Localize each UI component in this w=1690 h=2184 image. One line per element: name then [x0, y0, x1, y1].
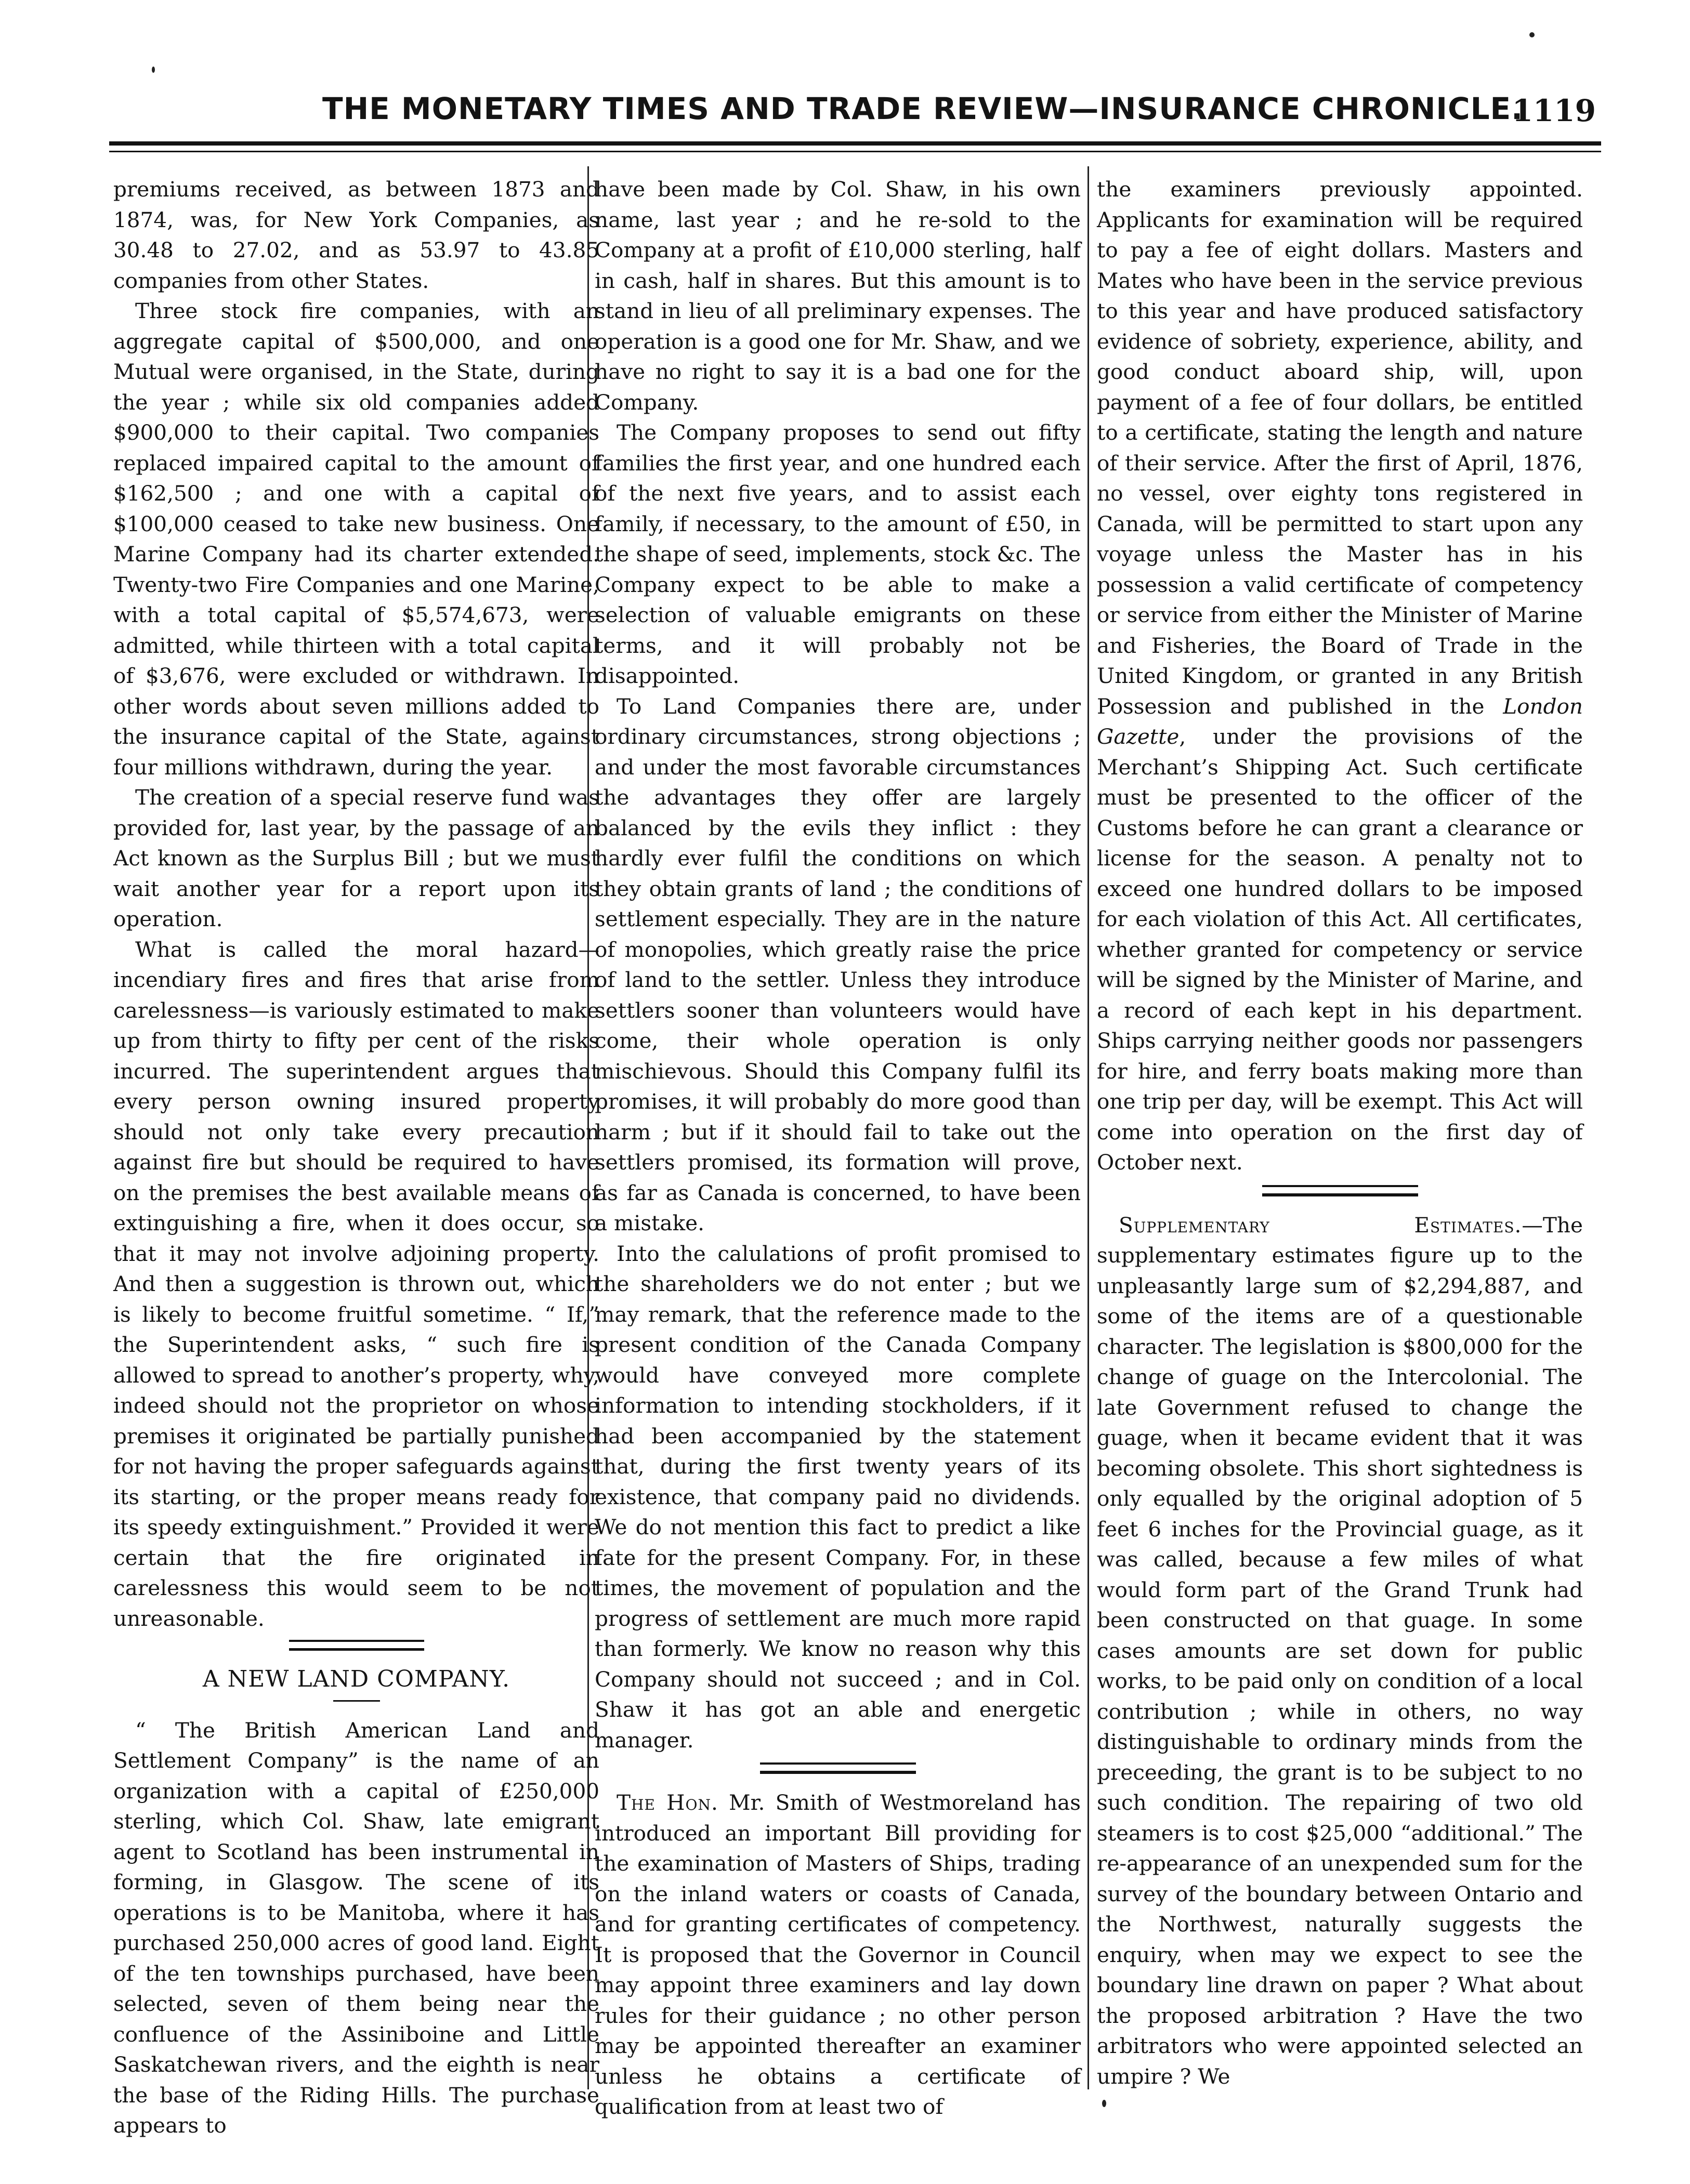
page-number: 1119: [1512, 93, 1596, 128]
print-speck: [152, 67, 155, 73]
column-1: [113, 174, 599, 2138]
column-2: [595, 174, 1081, 2119]
paragraph: The creation of a special reserve fund was provided for, last year, by the passage of an Act known as the Surplus Bill ; but we must wait another year for a report upon its operation.: [113, 785, 599, 931]
paragraph-text: , under the provisions of the Merchant’s Shipping Act. Such certificate must be presented to the officer of the Customs before he can grant a clearance or license for the season. A penalty not to exceed one hundred dollars to be imposed for each violation of this Act. All certificates, whether granted for competency or service will be signed by the Minister of Marine, and a record of each kept in his department. Ships carrying neither goods nor passengers for hire, and ferry boats making more than one trip per day, will be exempt. This Act will come into operation on the first day of October next.: [1097, 724, 1583, 1175]
italic-title: London Gazette: [1097, 693, 1583, 749]
paragraph: “ The British American Land and Settlement Company” is the name of an organization with a capital of £250,000 sterling, which Col. Shaw, late emigrant agent to Scotland has been instrumental in forming, in Glasgow. The scene of its operations is to be Manitoba, where it has purchased 250,000 acres of good land. Eight of the ten townships purchased, have been selected, seven of them being near the confluence of the Assiniboine and Little Saskatchewan rivers, and the eighth is near the base of the Riding Hills. The purchase appears to: [113, 1717, 599, 2138]
section-separator: [289, 1640, 424, 1651]
paragraph: have been made by Col. Shaw, in his own name, last year ; and he re-sold to the Company at a profit of £10,000 sterling, half in cash, half in shares. But this amount is to stand in lieu of all preliminary expenses. The operation is a good one for Mr. Shaw, and we have no right to say it is a bad one for the Company.: [595, 177, 1081, 415]
paragraph-text: —The supplementary estimates figure up to the unpleasantly large sum of $2,294,887, and some of the items are of a questionable character. The legislation is $800,000 for the change of guage on the Intercolonial. The late Government refused to change the guage, when it became evident that it was becoming obsolete. This short sightedness is only equalled by the original adoption of 5 feet 6 inches for the Provincial guage, as it was called, because a few miles of what would form part of the Grand Trunk had been constructed on that guage. In some cases amounts are set down for public works, to be paid only on condition of a local contribution ; while in others, no way distinguishable to ordinary minds from the preceeding, the grant is to be subject to no such condition. The repairing of two old steamers is to cost $25,000 “additional.” The re-appearance of an unexpended sum for the survey of the boundary between Ontario and the Northwest, naturally suggests the enquiry, when may we expect to see the boundary line drawn on paper ? What about the proposed arbitration ? Have the two arbitrators who were appointed selected an umpire ? We: [1097, 1212, 1583, 2089]
paragraph: premiums received, as between 1873 and 1874, was, for New York Companies, as 30.48 to 27.02, and as 53.97 to 43.85 companies from other States.: [113, 177, 599, 293]
column-3: [1097, 174, 1583, 2089]
paragraph: [595, 1787, 1081, 2122]
heading-rule: [333, 1700, 380, 1702]
header-rule-thin: [109, 151, 1601, 152]
paragraph-text: the examiners previously appointed. Applicants for examination will be required to pay a fee of eight dollars. Masters and Mates who have been in the service previous to this year and have produced satisfactory evidence of sobriety, experience, ability, and good conduct aboard ship, will, upon payment of a fee of four dollars, be entitled to a certificate, stating the length and nature of their service. After the first of April, 1876, no vessel, over eighty tons registered in Canada, will be permitted to start upon any voyage unless the Master has in his possession a valid certificate of competency or service from either the Minister of Marine and Fisheries, the Board of Trade in the United Kingdom, or granted in any British Possession and published in the: [1097, 177, 1583, 719]
section-separator: [760, 1762, 916, 1774]
lead-in: The Hon.: [617, 1790, 718, 1815]
paragraph-text: Mr. Smith of Westmoreland has introduced an important Bill providing for the examination of Masters of Ships, trading on the inland waters or coasts of Canada, and for granting certificates of competency. It is proposed that the Governor in Council may appoint three examiners and lay down rules for their guidance ; no other person may be appointed thereafter an examiner unless he obtains a certificate of qualification from at least two of: [595, 1790, 1081, 2119]
column-divider: [1088, 166, 1089, 2089]
paragraph: [1097, 1210, 1583, 2092]
running-header: [109, 91, 1606, 138]
print-speck: [1529, 32, 1535, 37]
header-rule: [109, 141, 1601, 146]
paragraph: Three stock fire companies, with an aggregate capital of $500,000, and one Mutual were organised, in the State, during the year ; while six old companies added $900,000 to their capital. Two companies replaced impaired capital to the amount of $162,500 ; and one with a capital of $100,000 ceased to take new business. One Marine Company had its charter extended. Twenty-two Fire Companies and one Marine, with a total capital of $5,574,673, were admitted, while thirteen with a total capital of $3,676, were excluded or withdrawn. In other words about seven millions added to the insurance capital of the State, against four millions withdrawn, during the year.: [113, 298, 599, 780]
paragraph: The Company proposes to send out fifty families the first year, and one hundred each of the next five years, and to assist each family, if necessary, to the amount of £50, in the shape of seed, implements, stock &c. The Company expect to be able to make a selection of valuable emigrants on these terms, and it will probably not be disappointed.: [595, 420, 1081, 688]
journal-title: THE MONETARY TIMES AND TRADE REVIEW—INSURANCE CHRONICLE.: [322, 91, 1524, 126]
paragraph: [1097, 174, 1583, 1178]
lead-in: Supplementary Estimates.: [1119, 1212, 1522, 1238]
section-heading: A NEW LAND COMPANY.: [202, 1666, 510, 1692]
section-separator: [1262, 1185, 1418, 1196]
paragraph: Into the calulations of profit promised to the shareholders we do not enter ; but we may remark, that the reference made to the present condition of the Canada Company would have conveyed more complete information to intending stockholders, if it had been accompanied by the statement that, during the first twenty years of its existence, that company paid no dividends. We do not mention this fact to predict a like fate for the present Company. For, in these times, the movement of population and the progress of settlement are much more rapid than formerly. We know no reason why this Company should not succeed ; and in Col. Shaw it has got an able and energetic manager.: [595, 1241, 1081, 1753]
print-speck: [1102, 2100, 1106, 2107]
paragraph: What is called the moral hazard—incendiary fires and fires that arise from carelessness—is variously estimated to make up from thirty to fifty per cent of the risks incurred. The superintendent argues that every person owning insured property should not only take every precaution against fire but should be required to have on the premises the best available means of extinguishing a fire, when it does occur, so that it may not involve adjoining property. And then a suggestion is thrown out, which is likely to become fruitful sometime. “ If,” the Superintendent asks, “ such fire is allowed to spread to another’s property, why, indeed should not the proprietor on whose premises it originated be partially punished for not having the proper safeguards against its starting, or the proper means ready for its speedy extinguishment.” Provided it were certain that the fire originated in carelessness this would seem to be not unreasonable.: [113, 937, 599, 1631]
paragraph: To Land Companies there are, under ordinary circumstances, strong objections ; and under the most favorable circumstances the advantages they offer are largely balanced by the evils they inflict : they hardly ever fulfil the conditions on which they obtain grants of land ; the conditions of settlement especially. They are in the nature of monopolies, which greatly raise the price of land to the settler. Unless they introduce settlers sooner than volunteers would have come, their whole operation is only mischievous. Should this Company fulfil its promises, it will probably do more good than harm ; but if it should fail to take out the settlers promised, its formation will prove, as far as Canada is concerned, to have been a mistake.: [595, 693, 1081, 1235]
